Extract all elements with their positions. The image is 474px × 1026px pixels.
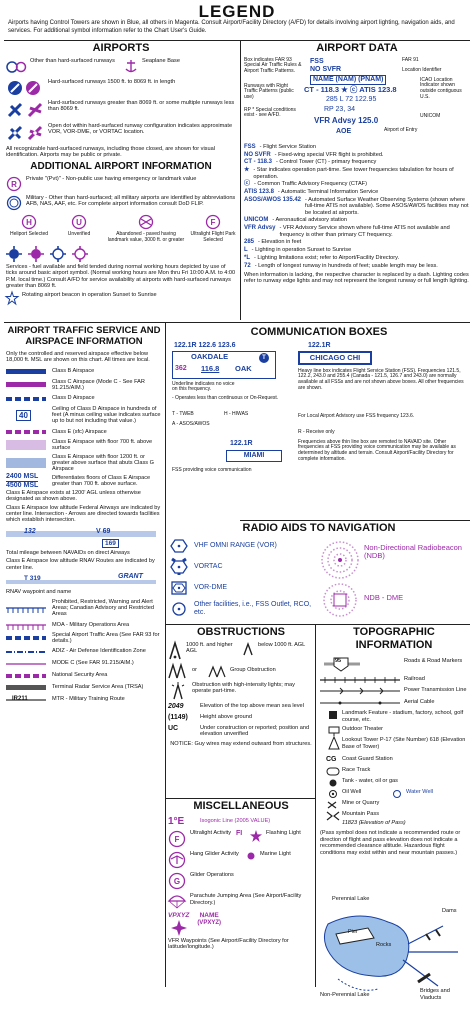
airspace-label: Class C Airspace (Mode C - See FAR 91.215/AIM.) <box>52 378 145 392</box>
beacon-text: Rotating airport beacon in operation Sunset to Sunrise <box>22 291 157 298</box>
elev-top-value: 2049 <box>168 702 184 710</box>
isogonic-text: Isogonic Line (2005 VALUE) <box>200 818 271 825</box>
airport-large-icon <box>6 100 44 120</box>
airspace-row <box>6 659 162 669</box>
topo-heading: TOPOGRAPHIC INFORMATION <box>353 626 435 651</box>
radio-row <box>168 601 318 617</box>
airports-note: All recognizable hard-surfaced runways, including those closed, are shown for visual identification. Airports may be public or private. <box>6 145 215 159</box>
ndb-icon <box>320 540 360 582</box>
bridges-label: Bridges and Viaducts <box>420 988 450 1001</box>
airspace-row <box>6 632 162 645</box>
divider <box>315 624 316 987</box>
road-marker-icon <box>324 656 360 674</box>
box1-id: OAK <box>235 363 252 373</box>
radio-label: Other facilities, i.e., FSS Outlet, RCO, etc. <box>194 600 312 616</box>
landmark-icon <box>328 710 338 722</box>
airport-data-section <box>244 42 470 322</box>
airspace-row <box>6 647 162 657</box>
definition-term: L <box>244 246 248 253</box>
above-note: Frequencies above thin line box are remoted to NAVAID site. Other frequencies at FSS providing voice communication may be available as determined by altitude and terrain. Consult Airport/Facility Directory for complete information. <box>298 438 456 462</box>
definition-text: - Automatic Terminal Information Service <box>277 189 379 196</box>
box3: MIAMI <box>226 450 282 462</box>
airspace-swatch <box>6 427 48 437</box>
definition-term: FSS <box>244 143 256 150</box>
vfr-waypoint-icon <box>168 920 189 938</box>
box2-freq: 122.1R <box>308 341 331 349</box>
airport-large-text: Hard-surfaced runways greater than 8069 ft. or some multiple runways less than 8069 ft. <box>48 99 235 113</box>
rnav-waypoint: GRANT <box>118 573 143 581</box>
definition-text: - Common Traffic Advisory Frequency (CTAF) <box>254 181 367 188</box>
icao-note: ICAO Location Indicator shown outside contiguous U.S. <box>420 76 462 100</box>
airports-section <box>6 42 236 322</box>
unverified-label: Unverified <box>67 231 91 238</box>
airways-note: Class E Airspace low altitude Federal Airways are indicated by center line. Intersection - Arrows are directed towards facilities which establish intersection. <box>6 504 161 524</box>
definition-text: - Flight Service Station <box>259 143 316 150</box>
comm-heading: COMMUNICATION BOXES <box>250 326 388 338</box>
definition-text: - Lighting in operation Sunset to Sunrise <box>251 246 352 253</box>
airspace-row <box>6 454 162 473</box>
vor-icon <box>168 538 190 554</box>
radio-label: VOR-DME <box>194 583 228 591</box>
seaplane-text: Seaplane Base <box>142 57 180 64</box>
glider-icon <box>168 872 186 890</box>
airspace-row <box>6 599 162 618</box>
sample-fss: FSS <box>310 57 324 65</box>
railroad-icon <box>320 677 400 685</box>
rnav-text: RNAV waypoint and name <box>6 589 72 596</box>
ultralight-park-icon <box>190 214 236 232</box>
definition-term: VFR Advsy <box>244 225 276 232</box>
airspace-label: Class D Airspace <box>52 395 95 402</box>
underline-note: Underline indicates no voice on this frequency. <box>172 380 235 393</box>
sample-name: NAME (NAM) (PNAM) <box>310 75 386 85</box>
airspace-row <box>6 439 162 452</box>
obstruction-high-text: 1000 ft. and higher AGL <box>186 641 233 655</box>
radio-row <box>168 538 318 554</box>
sample-aoe: AOE <box>336 127 352 135</box>
airspace-swatch <box>6 695 48 705</box>
services-icons <box>6 246 236 262</box>
road-marker-number: 95 <box>335 658 342 665</box>
topo-roads: Roads & Road Markers <box>404 658 463 665</box>
ultralight-text: Ultralight Activity <box>190 830 232 837</box>
airspace-row <box>6 695 162 705</box>
misc-heading: MISCELLANEOUS <box>193 800 289 812</box>
airport-soft-text: Other than hard-surfaced runways <box>30 57 115 64</box>
isogonic-value: 1°E <box>168 815 185 827</box>
lakes-illustration <box>318 896 470 1026</box>
definition-row <box>244 197 470 216</box>
or-label: or <box>192 667 197 674</box>
definition-text: - Elevation in feet <box>258 238 302 245</box>
airway-course: 132 <box>24 527 36 535</box>
box1 <box>172 351 276 379</box>
svg-text:F: F <box>210 217 216 227</box>
definition-term: CT - 118.3 <box>244 159 273 166</box>
airport-data-heading: AIRPORT DATA <box>316 42 398 54</box>
vortac-icon <box>168 559 190 575</box>
airport-vor-text: Open dot within hard-surfaced runway configuration indicates approximate VOR, VOR-DME, or VORTAC location. <box>48 122 233 136</box>
msl-bottom: 4500 <box>6 481 22 489</box>
divider <box>165 624 470 625</box>
definition-row <box>244 159 470 166</box>
airspace-swatch <box>6 367 48 377</box>
special-airspace-list <box>6 599 162 705</box>
obstruction-low-icon <box>242 642 254 656</box>
coast-guard-icon: CG <box>326 756 337 764</box>
entry-note: Airport of Entry <box>384 126 418 133</box>
obstructions-heading: OBSTRUCTIONS <box>197 626 285 638</box>
hang-glider-text: Hang Glider Activity <box>190 851 239 858</box>
radio-row <box>168 580 318 596</box>
private-text: Private "(Pvt)" - Non-public use having emergency or landmark value <box>26 175 197 182</box>
ceiling-box: 40 <box>16 410 31 421</box>
airspace-label: Class B Airspace <box>52 368 95 375</box>
obstruction-low-text: below 1000 ft. AGL <box>258 641 306 648</box>
airspace-row <box>6 427 162 437</box>
military-text: Military - Other than hard-surfaced; all military airports are identified by abbreviations AFB, NAS, AAF, etc. For complete airport information consult DoD FLIP. <box>26 194 236 208</box>
airway-mileage: 169 <box>102 539 119 548</box>
airport-vor-icon <box>6 123 44 143</box>
definition-term: 285 <box>244 238 255 245</box>
height-text: Height above ground <box>200 713 252 720</box>
mileage-text: Total mileage between NAVAIDs on direct Airways <box>6 549 130 556</box>
far91-note: FAR 91 <box>402 56 419 63</box>
vfr-wpt-code: VPXYZ <box>168 912 190 920</box>
box2: CHICAGO CHI <box>298 351 372 365</box>
airport-hard-text: Hard-surfaced runways 1500 ft. to 8069 ft. in length <box>48 78 176 85</box>
perennial-label: Perennial Lake <box>332 896 370 903</box>
topo-lookout: Lookout Tower P-17 (Site Number) 618 (Elevation Base of Tower) <box>342 737 466 750</box>
topo-railroad: Railroad <box>404 676 425 683</box>
topo-mine: Mine or Quarry <box>342 800 380 807</box>
race-track-icon <box>326 767 340 778</box>
group-high-icon <box>168 663 188 679</box>
far93-note: Box indicates FAR 93 Special Air Traffic Rules & Airport Traffic Patterns. <box>244 56 302 75</box>
dams-label: Dams <box>442 908 457 915</box>
topo-power: Power Transmission Line <box>404 687 467 694</box>
airspace-swatch <box>6 659 48 669</box>
airport-data-sample <box>244 58 470 144</box>
sample-nosvfr: NO SVFR <box>310 65 342 73</box>
airspace-label: Terminal Radar Service Area (TRSA) <box>52 684 144 691</box>
parachute-icon <box>168 893 186 909</box>
box1-name: OAKDALE <box>191 351 229 361</box>
airspace-row <box>6 367 162 377</box>
parachute-text: Parachute Jumping Area (See Airport/Facility Directory.) <box>190 893 302 906</box>
topo-water-well: Water Well <box>406 789 434 796</box>
federal-note: Class E Airspace exists at 1200' AGL unless otherwise designated as shown above. <box>6 489 141 503</box>
msl-top: 2400 <box>6 472 22 480</box>
airspace-label: ADIZ - Air Defense Identification Zone <box>52 648 146 655</box>
airspace-swatch <box>6 647 48 657</box>
asos-note: A - ASOS/AWOS <box>172 420 210 427</box>
airspace-label: MTR - Military Training Route <box>52 696 125 703</box>
airspace-list <box>6 367 162 488</box>
airspace-label: MODE C (See FAR 91.215/AIM.) <box>52 660 134 667</box>
rnav-route: T 319 <box>24 575 41 583</box>
msl-floors <box>6 473 38 490</box>
airspace-intro: Only the controlled and reserved airspace effective below 18,000 ft. MSL are shown on this chart. All times are local. <box>6 350 150 364</box>
definition-row <box>244 181 470 188</box>
services-text: Services - fuel available and field tended during normal working hours depicted by use of ticks around basic airport symbol. (Normal working hours are Mon thru Fri 10:00 A.M. to 4:00 P.M. local time.) Consult A/FD for service availability at airports with hard-surfaced runways greater than 8069 ft. <box>6 263 236 290</box>
definition-text: - Fixed-wing special VFR flight is prohibited. <box>274 151 384 158</box>
military-airport-icon <box>6 195 22 211</box>
private-airport-icon <box>6 176 22 192</box>
non-perennial-label: Non-Perennial Lake <box>320 992 370 999</box>
definition-row <box>244 225 470 238</box>
lighted-obstruction-icon <box>168 682 188 700</box>
elev-top-text: Elevation of the top above mean sea level <box>200 702 304 709</box>
topo-cable: Aerial Cable <box>404 699 435 706</box>
legend-title: LEGEND <box>198 2 276 21</box>
heavy-note: Heavy line box indicates Flight Service Station (FSS). Frequencies 121.5, 122.2, 243.0 and 255.4 (Canada - 121.5, 126.7 and 243.0) are normally available at all FSSs and are not shown above boxes. All other frequencies are shown. <box>298 367 464 391</box>
airport-data-definitions <box>244 144 470 270</box>
radio-list <box>168 538 318 622</box>
definition-row <box>244 144 470 151</box>
seaplane-icon <box>124 58 138 74</box>
airport-soft-icon <box>6 58 26 76</box>
box3-freq: 122.1R <box>230 439 253 447</box>
heliport-icon <box>6 214 52 232</box>
mtr-code: IR211 <box>12 696 28 703</box>
glider-text: Glider Operations <box>190 872 234 879</box>
ultralight-icon <box>168 830 186 848</box>
box1-freq: 116.8 <box>201 363 220 373</box>
airspace-row <box>6 620 162 630</box>
airspace-label: Differentiates floors of Class E Airspace greater than 700 ft. above surface. <box>52 474 151 488</box>
flashing-code: FI <box>236 830 243 838</box>
topo-pass-elev: 11823 (Elevation of Pass) <box>342 820 406 827</box>
uc-text: Under construction or reported; position and elevation unverified <box>200 724 310 738</box>
misc-section <box>168 800 314 986</box>
msl-unit: MSL <box>23 472 39 480</box>
definition-text: - Lighting limitations exist; refer to Airport/Facility Directory. <box>254 254 400 261</box>
fss-voice-note: FSS providing voice communication <box>172 466 252 473</box>
airspace-swatch <box>6 394 48 404</box>
definition-text: - VFR Advisory Service shown where full-time ATIS not available and frequency is other than primary CT frequency. <box>279 225 450 238</box>
airspace-swatch <box>6 620 48 630</box>
airspace-swatch <box>6 633 48 643</box>
ndb-label: Non-Directional Radiobeacon (NDB) <box>364 542 462 561</box>
marine-text: Marine Light <box>260 851 291 858</box>
topo-pass-note: (Pass symbol does not indicate a recommended route or direction of flight and pass elevation does not indicate a recommended clearance altitude. Hazardous flight conditions may exist within and near mountain passes.) <box>320 830 461 856</box>
definition-term: *L <box>244 254 250 261</box>
box1-freqs: 122.1R 122.6 123.6 <box>174 341 236 349</box>
unicom-note: UNICOM <box>420 112 441 119</box>
airports-heading: AIRPORTS <box>92 42 150 54</box>
radio-section <box>168 522 470 622</box>
divider <box>165 798 315 799</box>
airspace-label: Class E (sfc) Airspace <box>52 428 107 435</box>
airspace-swatch <box>6 671 48 681</box>
vor-dme-icon <box>168 580 190 596</box>
rwy-note: Runways with Right Traffic Patterns (public use) <box>244 82 294 101</box>
heliport-label: Heliport Selected <box>9 231 49 238</box>
airspace-label: Ceiling of Class D Airspace in hundreds of feet (A minus ceiling value indicates surface up to but not including that value.) <box>52 405 161 425</box>
group-text: Group Obstruction <box>230 667 276 674</box>
airspace-label: Class E Airspace with floor 1200 ft. or greater above surface that abuts Class G Airspace <box>52 453 154 473</box>
topo-list <box>318 654 470 856</box>
sample-ct: CT - 118.3 ★ ⓒ ATIS 123.8 <box>304 84 397 94</box>
airspace-swatch <box>6 683 48 693</box>
uc-value: UC <box>168 724 179 732</box>
marine-light-icon <box>246 851 256 861</box>
definition-text: - Star indicates operation part-time. See tower frequencies tabulation for hours of operation. <box>253 167 454 180</box>
airspace-label: National Security Area <box>52 672 108 679</box>
ndb-dme-label: NDB - DME <box>364 592 404 602</box>
definition-row <box>244 189 470 196</box>
airspace-label: MOA - Military Operations Area <box>52 621 130 628</box>
airspace-swatch <box>6 410 48 420</box>
abandoned-label: Abandoned - paved having landmark value, 3000 ft. or greater <box>107 231 185 244</box>
aerial-cable-icon <box>320 700 400 708</box>
airspace-swatch <box>6 440 48 450</box>
local-note: For Local Airport Advisory use FSS frequency 123.6. <box>298 412 415 419</box>
airspace-label: Class E Airspace with floor 700 ft. above surface <box>52 438 153 452</box>
definition-row <box>244 217 470 224</box>
topo-theater: Outdoor Theater <box>342 726 383 733</box>
airspace-row <box>6 472 162 489</box>
operates-note: - Operates less than continuous or On-Request. <box>172 394 279 401</box>
rnav-note: Class E Airspace low altitude RNAV Routes are indicated by center line. <box>6 558 155 571</box>
obstruction-high-icon <box>168 642 182 660</box>
svg-text:H: H <box>26 217 32 227</box>
locid-note: Location Identifier <box>402 66 442 73</box>
svg-text:R: R <box>11 179 17 189</box>
definition-row <box>244 263 470 270</box>
definition-term: ⓒ <box>244 181 251 188</box>
flashing-text: Flashing Light <box>266 830 301 837</box>
topo-landmark: Landmark Feature - stadium, factory, school, golf course, etc. <box>342 710 464 723</box>
airspace-swatch <box>6 458 48 468</box>
box1-badge: T <box>259 353 269 363</box>
ndb-dme-icon <box>320 582 360 620</box>
definition-text: - Length of longest runway in hundreds of feet; usable length may be less. <box>254 262 438 269</box>
airspace-swatch <box>6 603 48 613</box>
airspace-row <box>6 394 162 404</box>
sample-rp: RP 23, 34 <box>324 105 356 113</box>
airspace-row <box>6 406 162 425</box>
rp-note: RP * Special conditions exist - see A/FD. <box>244 106 296 119</box>
airway-name: V 69 <box>96 527 111 535</box>
definition-term: ★ <box>244 167 250 174</box>
comm-section <box>168 326 470 520</box>
legend-intro: Airports having Control Towers are shown in Blue, all others in Magenta. Consult Airport/Facility Directory (A/FD) for details involving airport lighting, navigation aids, and services. For additional symbol information refer to the Chart User's Guide. <box>8 20 455 34</box>
lighted-text: Obstruction with high-intensity lights; may operate part-time. <box>192 681 295 695</box>
vfr-waypoint-text: VFR Waypoints (See Airport/Facility Directory for latitude/longitude.) <box>168 938 289 951</box>
topo-oil-well: Oil Well <box>342 789 362 796</box>
box1-elev: 362 <box>175 364 187 372</box>
airspace-row <box>6 671 162 681</box>
hang-glider-icon <box>168 851 186 869</box>
flashing-light-icon <box>250 830 262 842</box>
divider <box>165 322 166 987</box>
tweb-note: T - TWEB <box>172 410 194 417</box>
airspace-label: Special Airport Traffic Area (See FAR 93 for details.) <box>52 631 160 645</box>
msl-unit: MSL <box>23 481 39 489</box>
divider <box>4 40 470 41</box>
divider <box>240 40 241 320</box>
vfr-wpt-name-code: (VPXYZ) <box>197 919 221 926</box>
airspace-section <box>6 326 162 986</box>
svg-text:G: G <box>173 877 181 887</box>
airspace-swatch <box>6 472 48 489</box>
definition-row <box>244 247 470 254</box>
sample-vfr: VFR Advsy 125.0 <box>314 115 379 125</box>
definition-text: - Control Tower (CT) - primary frequency <box>276 159 377 166</box>
radio-label: VORTAC <box>194 562 223 570</box>
airspace-heading: AIRPORT TRAFFIC SERVICE AND AIRSPACE INFORMATION <box>7 325 161 347</box>
topo-coastguard: Coast Guard Station <box>342 756 393 763</box>
rnav-sample <box>6 573 162 589</box>
definition-row <box>244 239 470 246</box>
definition-term: UNICOM <box>244 217 269 224</box>
airspace-row <box>6 379 162 392</box>
topo-section <box>318 626 470 1001</box>
unverified-icon <box>56 214 102 232</box>
definition-term: 72 <box>244 262 251 269</box>
radio-heading: RADIO AIDS TO NAVIGATION <box>242 522 396 534</box>
ultralight-park-label: Ultralight Flight Park Selected <box>190 231 236 244</box>
definition-term: ATIS 123.8 <box>244 189 274 196</box>
definition-row <box>244 255 470 262</box>
beacon-icon <box>6 292 18 304</box>
sample-elev: 285 L 72 122.95 <box>326 95 377 103</box>
svg-text:U: U <box>76 217 82 227</box>
vfr-wpt-name: NAME <box>199 912 219 920</box>
pier-label: Pier <box>348 929 358 936</box>
definition-row <box>244 152 470 159</box>
other-facility-icon <box>168 601 190 617</box>
definition-row <box>244 167 470 180</box>
lookout-tower-icon <box>328 736 340 752</box>
svg-text:F: F <box>174 835 180 845</box>
guy-wire-notice: NOTICE: Guy wires may extend outward from structures. <box>170 740 312 747</box>
topo-racetrack: Race Track <box>342 767 371 774</box>
airport-hard-icon <box>6 79 44 97</box>
divider <box>4 322 470 323</box>
radio-label: VHF OMNI RANGE (VOR) <box>194 541 277 549</box>
group-low-icon <box>208 664 226 678</box>
airspace-row <box>6 683 162 693</box>
radio-row <box>168 559 318 575</box>
topo-tank: Tank - water, oil or gas <box>342 778 398 785</box>
hiwas-note: H - HIWAS <box>224 410 249 417</box>
definition-text: - Automated Surface Weather Observing Systems (shown where full-time ATIS not available). Some ASOS/AWOS facilities may not be located at airports. <box>305 196 469 216</box>
topo-pass: Mountain Pass <box>342 811 380 818</box>
definition-term: ASOS/AWOS 135.42 <box>244 196 302 203</box>
water-well-icon <box>392 789 402 801</box>
mountain-pass-icon <box>326 811 340 823</box>
rocks-label: Rocks <box>376 942 392 949</box>
additional-heading: ADDITIONAL AIRPORT INFORMATION <box>30 161 212 173</box>
definition-text: - Aeronautical advisory station <box>272 217 347 224</box>
height-value: (1149) <box>168 713 188 721</box>
power-line-icon <box>320 688 400 696</box>
airspace-label: Prohibited, Restricted, Warning and Alert Areas; Canadian Advisory and Restricted Areas <box>52 598 154 618</box>
abandoned-icon <box>106 214 186 232</box>
definition-term: NO SVFR <box>244 151 271 158</box>
obstructions-section <box>168 626 314 796</box>
airspace-swatch <box>6 380 48 390</box>
receive-note: R - Receive only <box>298 428 335 435</box>
airport-data-note: When information is lacking, the respective character is replaced by a dash. Lighting codes refer to runway edge lights and may not represent the longest runway or full length lighting. <box>244 271 469 284</box>
airway-sample <box>6 526 162 550</box>
